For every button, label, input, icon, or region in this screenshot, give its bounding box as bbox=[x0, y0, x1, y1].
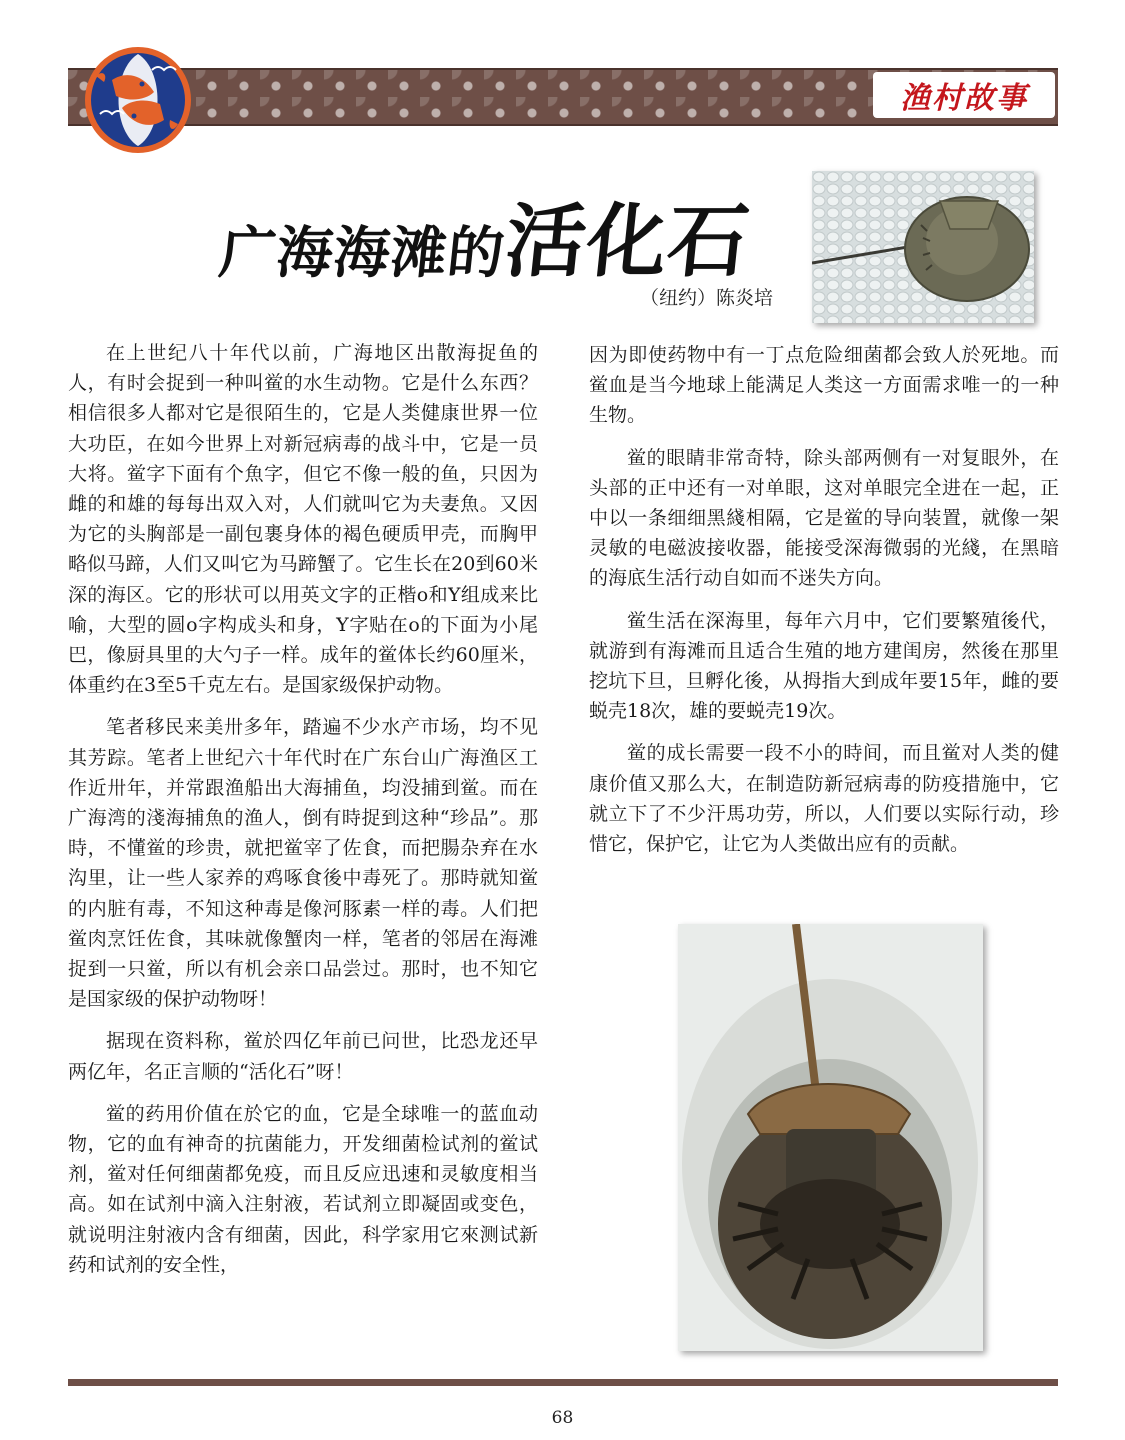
paragraph: 鲎生活在深海里，每年六月中，它们要繁殖後代，就游到有海滩而且适合生殖的地方建闺房，然後在那里挖坑下旦，旦孵化後，从拇指大到成年要15年，雌的要蜕壳18次，雄的要蜕壳19次。 bbox=[589, 609, 1059, 723]
footer-rule bbox=[68, 1379, 1058, 1386]
page-number: 68 bbox=[551, 1408, 574, 1428]
left-column bbox=[68, 338, 538, 1292]
section-title: 渔村故事 bbox=[900, 81, 1028, 116]
title-part-1: 广海海滩的 bbox=[216, 221, 509, 286]
horseshoe-crab-in-bucket-photo bbox=[678, 924, 983, 1351]
koi-fish-logo-icon bbox=[82, 40, 194, 158]
horseshoe-crab-photo bbox=[812, 171, 1034, 323]
paragraph: 在上世纪八十年代以前，广海地区出散海捉鱼的人，有时会捉到一种叫鲎的水生动物。它是什么东西？相信很多人都对它是很陌生的，它是人类健康世界一位大功臣，在如今世界上对新冠病毒的战斗中，它是一员大将。鲎字下面有个魚字，但它不像一般的鱼，只因为雌的和雄的每每出双入对，人们就叫它为夫妻魚。又因为它的头胸部是一副包裹身体的褐色硬质甲壳，而胸甲略似马蹄，人们又叫它为马蹄蟹了。它生长在20到60米深的海区。它的形状可以用英文字的正楷o和Y组成来比喻，大型的圆o字构成头和身，Y字贴在o的下面为小尾巴，像厨具里的大勺子一样。成年的鲎体长约60厘米，体重约在3至5千克左右。是国家级保护动物。 bbox=[68, 342, 538, 697]
paragraph: 笔者移民来美卅多年，踏遍不少水产市场，均不见其芳踪。笔者上世纪六十年代时在广东台山广海渔区工作近卅年，并常跟渔船出大海捕鱼，均没捕到鲎。而在广海湾的淺海捕魚的渔人，倒有時捉到这种“珍品”。那時，不懂鲎的珍贵，就把鲎宰了佐食，而把腸杂弃在水沟里，让一些人家养的鸡啄食後中毒死了。那時就知鲎的内脏有毒，不知这种毒是像河豚素一样的毒。人们把鲎肉烹饪佐食，其味就像蟹肉一样，笔者的邻居在海滩捉到一只鲎，所以有机会亲口品尝过。那时，也不知它是国家级的保护动物呀！ bbox=[68, 716, 538, 1011]
article-title bbox=[216, 182, 788, 288]
byline: （纽约）陈炎培 bbox=[640, 287, 774, 309]
paragraph: 鲎的药用价值在於它的血，它是全球唯一的蓝血动物，它的血有神奇的抗菌能力，开发细菌检试剂的鲎试剂，鲎对任何细菌都免疫，而且反应迅速和灵敏度相当高。如在试剂中滴入注射液，若试剂立即凝固或变色，就说明注射液内含有细菌，因此，科学家用它來测试新药和试剂的安全性， bbox=[68, 1102, 538, 1276]
title-part-2: 活化石 bbox=[501, 195, 754, 288]
paragraph: 据现在资料称，鲎於四亿年前已问世，比恐龙还早两亿年，名正言顺的“活化石”呀！ bbox=[68, 1030, 538, 1083]
section-tab bbox=[873, 72, 1055, 118]
paragraph: 鲎的眼睛非常奇特，除头部两侧有一对复眼外，在头部的正中还有一对单眼，这对单眼完全进在一起，正中以一条细细黑綫相隔，它是鲎的导向装置，就像一架灵敏的电磁波接收器，能接受深海微弱的光綫，在黑暗的海底生活行动自如而不迷失方向。 bbox=[589, 446, 1059, 590]
paragraph: 因为即使药物中有一丁点危险细菌都会致人於死地。而鲎血是当今地球上能满足人类这一方面需求唯一的一种生物。 bbox=[589, 344, 1059, 427]
right-column bbox=[589, 340, 1059, 871]
paragraph: 鲎的成长需要一段不小的時间，而且鲎对人类的健康价值又那么大，在制造防新冠病毒的防疫措施中，它就立下了不少汗馬功劳，所以，人们要以实际行动，珍惜它，保护它，让它为人类做出应有的贡献。 bbox=[589, 742, 1059, 856]
